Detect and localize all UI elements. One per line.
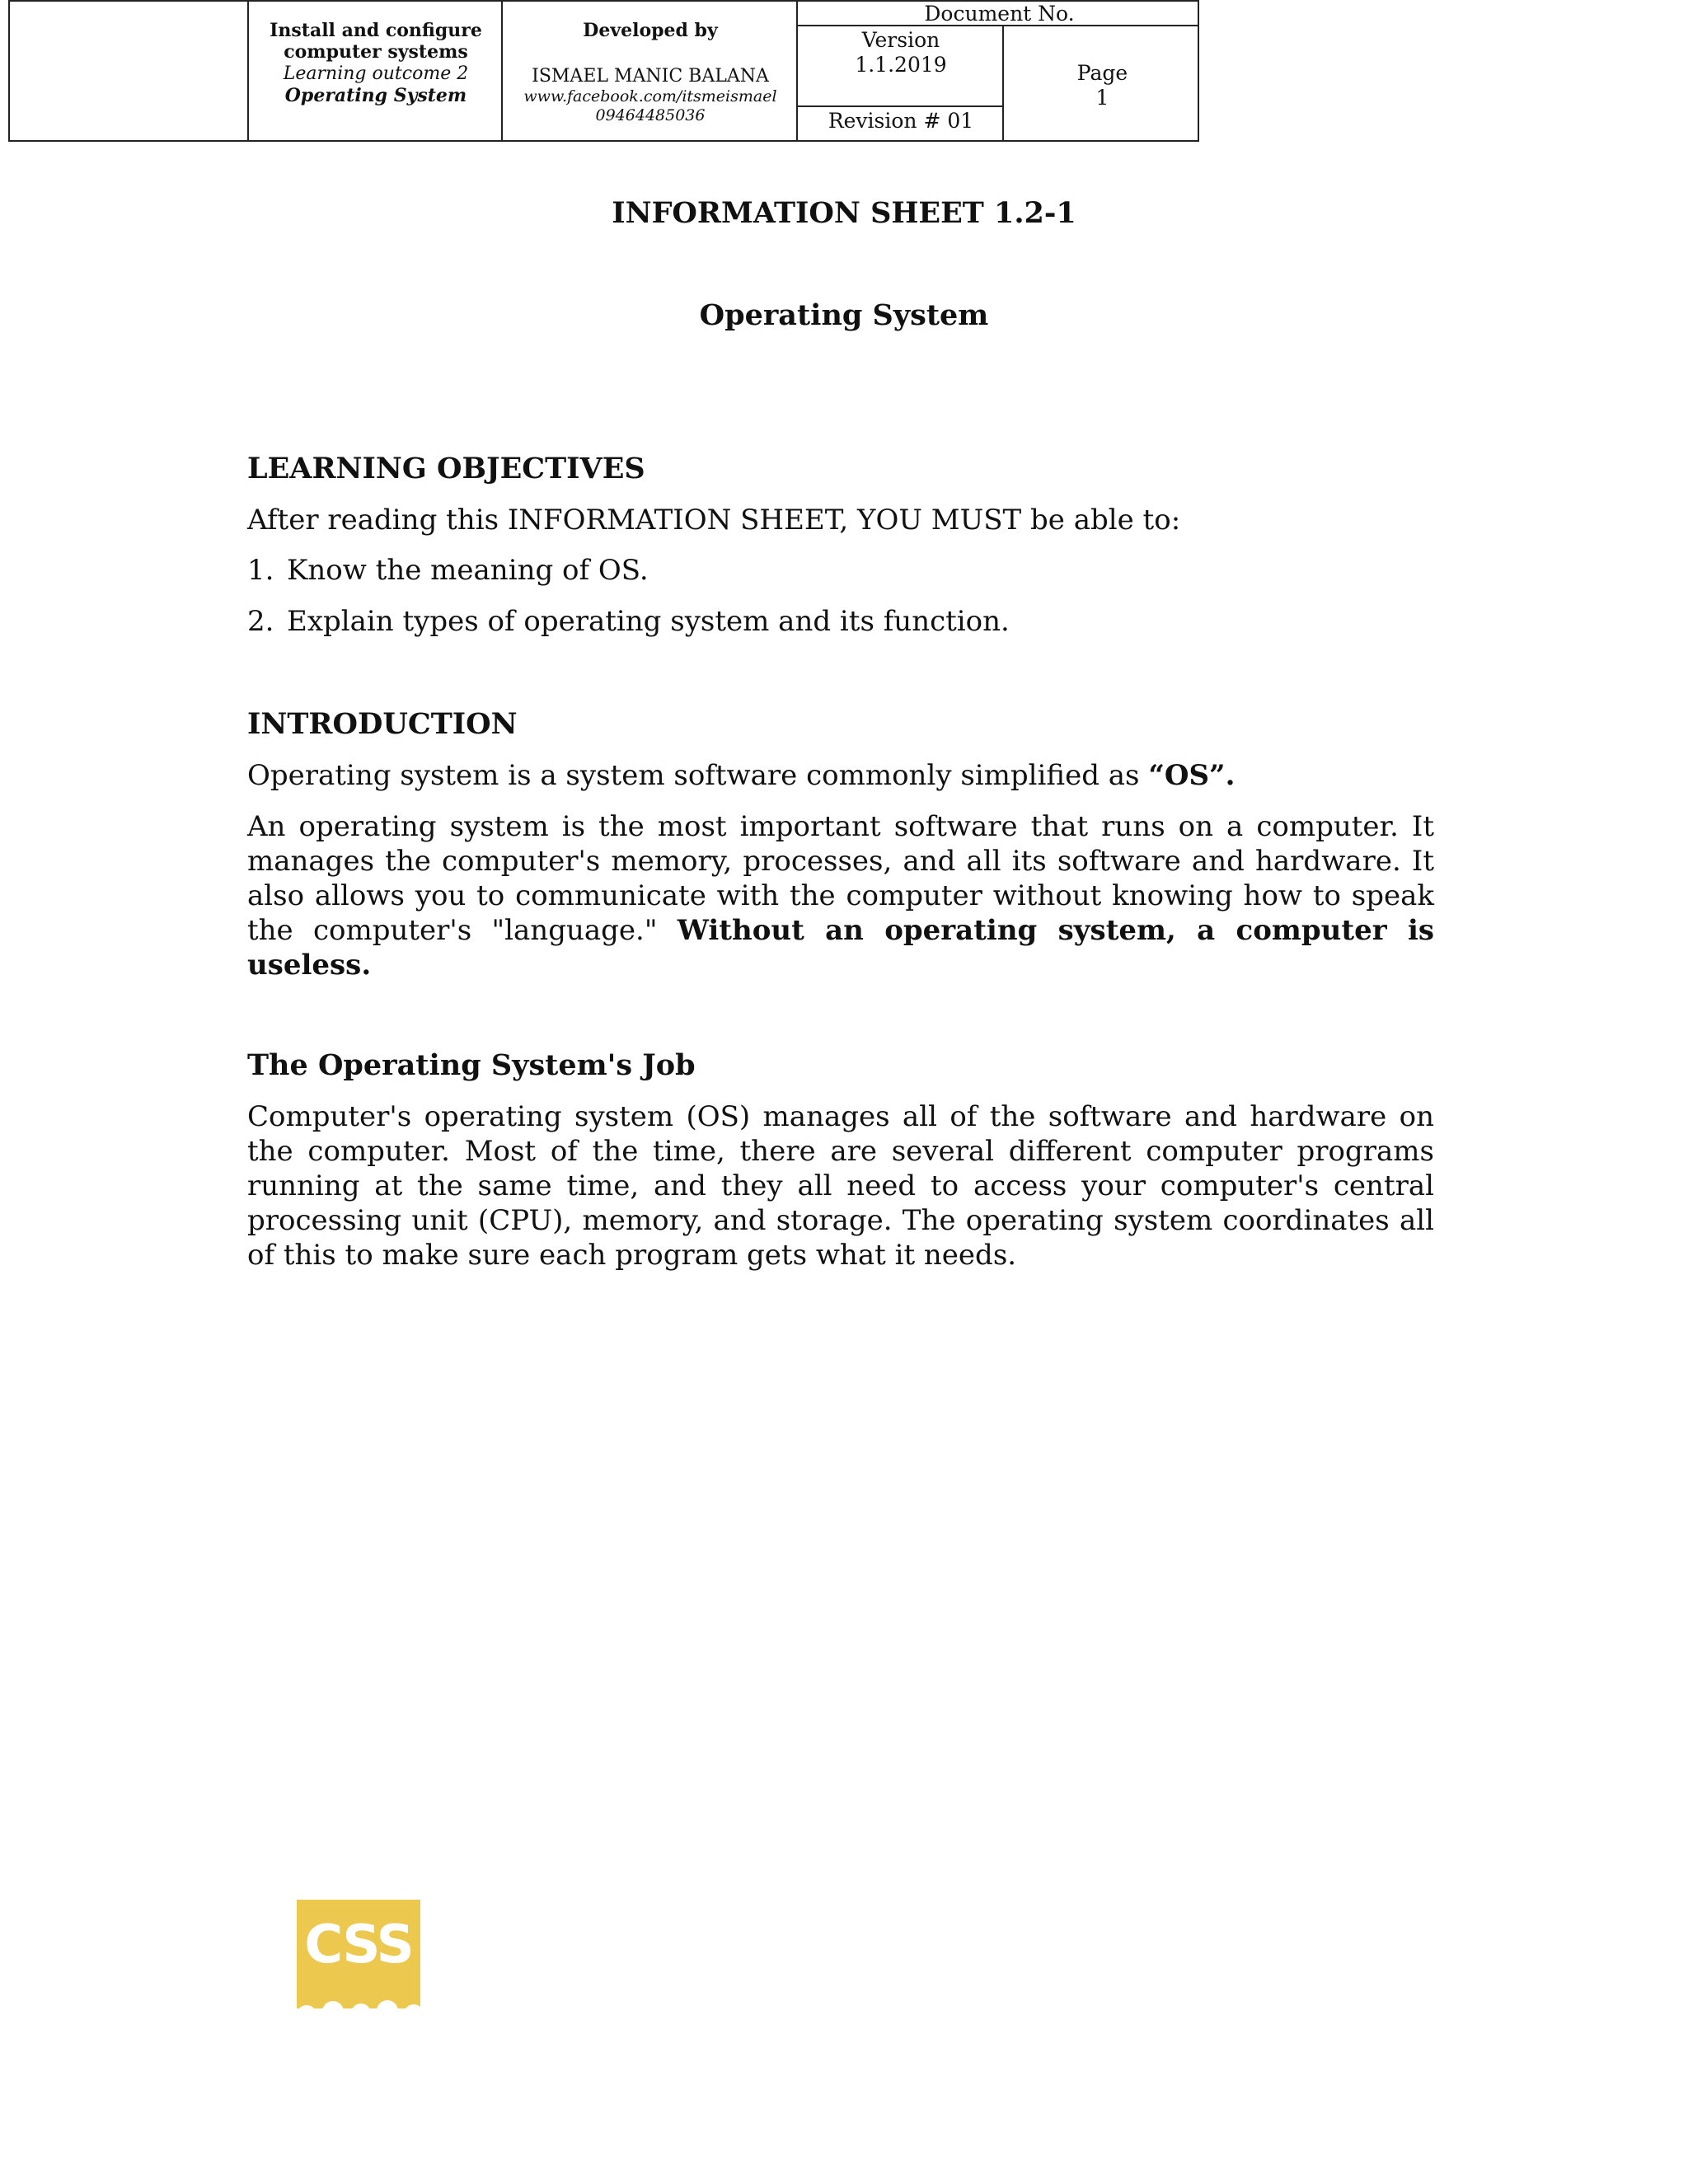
learning-objectives-heading: LEARNING OBJECTIVES: [247, 452, 645, 485]
intro-p1-bold: “OS”.: [1148, 759, 1236, 792]
developed-by-label: Developed by: [583, 20, 718, 41]
version-value: 1.1.2019: [855, 53, 947, 77]
course-title-line-2: computer systems: [284, 41, 468, 63]
intro-paragraph-1: [247, 758, 1434, 793]
version-label: Version: [861, 28, 940, 52]
document-no-label: Document No.: [924, 2, 1075, 26]
revision-number: Revision # 01: [828, 109, 974, 133]
course-title: Install and configure: [270, 20, 482, 41]
logo-scallop-icon: [297, 2000, 420, 2008]
intro-p1-text: Operating system is a system software commonly simplified as: [247, 759, 1149, 792]
author-url: www.facebook.com/itsmeismael: [523, 87, 777, 106]
author-name: ISMAEL MANIC BALANA: [532, 66, 769, 87]
version-cell: [798, 28, 1004, 77]
list-item: [247, 605, 1010, 638]
logo-text: CSS: [304, 1915, 413, 1975]
author-phone: 09464485036: [595, 106, 706, 125]
author-cell: [503, 66, 798, 125]
page-number: 1: [1095, 86, 1109, 110]
intro-p2-bold: Without an operating system, a computer is useless.: [247, 914, 1434, 982]
course-cell: [249, 20, 503, 107]
sheet-subtitle: Operating System: [699, 298, 989, 332]
os-job-paragraph: Computer's operating system (OS) manages all of the software and hardware on the computer. Most of the time, there are several different computer programs running at the same time, and they all need to access your computer's central processing unit (CPU), memory, and storage. The operating system coordinates all of this to make sure each program gets what it needs.: [247, 1100, 1434, 1272]
page-cell: [1004, 61, 1201, 110]
list-number: 2.: [247, 605, 274, 638]
list-text: Explain types of operating system and its function.: [287, 605, 1010, 638]
document-header-table: [8, 0, 1199, 142]
introduction-heading: INTRODUCTION: [247, 707, 518, 741]
intro-p2-text: An operating system is the most important software that runs on a computer. It manages the computer's memory, processes, and all its software and hardware. It also allows you to communicate with the computer without knowing how to speak the computer's "language.": [247, 810, 1434, 947]
list-item: [247, 554, 649, 587]
page-label: Page: [1076, 61, 1128, 85]
learning-outcome: Learning outcome 2: [283, 63, 469, 84]
objectives-intro: After reading this INFORMATION SHEET, YOU MUST be able to:: [247, 504, 1181, 537]
os-job-heading: The Operating System's Job: [247, 1048, 696, 1082]
css-logo: [297, 1900, 420, 2008]
intro-paragraph-2: [247, 809, 1434, 982]
list-number: 1.: [247, 554, 274, 587]
sheet-title: INFORMATION SHEET 1.2-1: [612, 196, 1076, 230]
list-text: Know the meaning of OS.: [287, 554, 649, 587]
learning-outcome-topic: Operating System: [284, 85, 467, 107]
header-divider: [798, 105, 1004, 107]
